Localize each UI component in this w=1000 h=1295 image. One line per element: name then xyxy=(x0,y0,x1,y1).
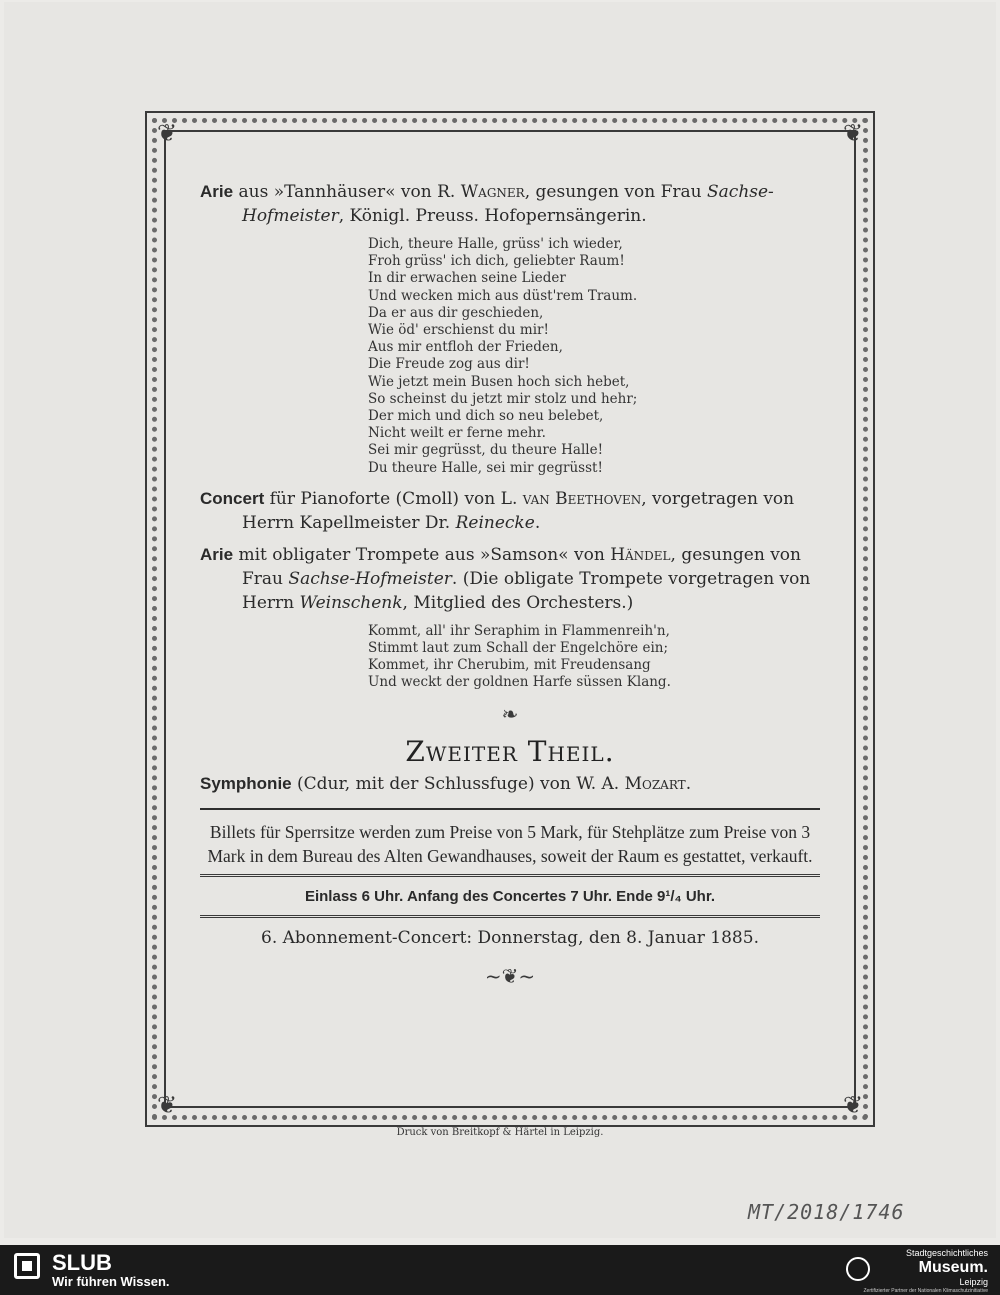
corner-ornament-icon: ❦ xyxy=(156,1091,178,1119)
program-item: Symphonie (Cdur, mit der Schlussfuge) von W. A. Mozart. xyxy=(200,773,692,794)
item-keyword: Concert xyxy=(200,488,265,508)
fleuron-icon: ~❦~ xyxy=(484,963,536,988)
verse-line: Wie jetzt mein Busen hoch sich hebet, xyxy=(368,373,630,390)
verse-line: Kommt, all' ihr Seraphim in Flammenreih'n, xyxy=(368,622,670,639)
printer-imprint: Druck von Breitkopf & Härtel in Leipzig. xyxy=(396,1127,604,1138)
verse-line: Kommet, ihr Cherubim, mit Freudensang xyxy=(368,657,651,674)
divider xyxy=(200,808,820,810)
performer-name: Sachse-Hofmeister xyxy=(242,182,774,226)
corner-ornament-icon: ❦ xyxy=(842,119,864,147)
verse-line: In dir erwachen seine Lieder xyxy=(368,270,566,287)
verse-line: Dich, theure Halle, grüss' ich wieder, xyxy=(368,236,623,252)
corner-ornament-icon: ❦ xyxy=(842,1091,864,1119)
composer-name: W. A. Mozart xyxy=(576,773,686,794)
item-keyword: Arie xyxy=(200,182,234,201)
verse-line: Sei mir gegrüsst, du theure Halle! xyxy=(368,442,604,459)
verse-line: Und wecken mich aus düst'rem Traum. xyxy=(368,287,638,304)
verse-line: Die Freude zog aus dir! xyxy=(368,356,530,373)
footer-bar xyxy=(0,1245,1000,1295)
ticket-notice: Billets für Sperrsitze werden zum Preise von 5 Mark, für Stehplätze zum Preise von 3 Mark in dem Bureau des Alten Gewandhauses, soweit der Raum es gestattet, verkauft. xyxy=(207,821,813,866)
fleuron-icon: ❧ xyxy=(501,701,519,726)
verse-line: Aus mir entfloh der Frieden, xyxy=(368,339,563,356)
museum-logo[interactable]: Stadtgeschichtliches Museum. Leipzig Zertifizierter Partner der Nationalen Klimaschutzinitiative xyxy=(863,1248,988,1294)
next-concert-notice: 6. Abonnement-Concert: Donnerstag, den 8. Januar 1885. xyxy=(261,927,759,948)
program-content xyxy=(200,180,820,1002)
program-item: Concert für Pianoforte (Cmoll) von L. van Beethoven, vorgetragen von Herrn Kapellmeister Dr. Reinecke. xyxy=(200,488,795,533)
verse-line: Da er aus dir geschieden, xyxy=(368,304,544,321)
performer-name: Weinschenk xyxy=(299,592,403,613)
verse-line: So scheinst du jetzt mir stolz und hehr; xyxy=(368,390,638,407)
item-keyword: Symphonie xyxy=(200,773,292,793)
verse-line: Nicht weilt er ferne mehr. xyxy=(368,425,546,442)
divider xyxy=(200,874,820,877)
verse-line: Froh grüss' ich dich, geliebter Raum! xyxy=(368,253,625,270)
section-title: Zweiter Theil. xyxy=(405,734,615,768)
composer-name: Händel xyxy=(610,544,671,565)
program-item: Arie aus »Tannhäuser« von R. Wagner, gesungen von Frau Sachse-Hofmeister, Königl. Preuss. Hofopernsängerin. xyxy=(200,182,774,226)
concert-times: Einlass 6 Uhr. Anfang des Concertes 7 Uhr. Ende 9¹/₄ Uhr. xyxy=(304,887,716,905)
lyrics-verse xyxy=(368,236,820,477)
composer-name: L. van Beethoven xyxy=(500,488,642,509)
shelfmark: MT/2018/1746 xyxy=(748,1200,905,1224)
verse-line: Stimmt laut zum Schall der Engelchöre ein; xyxy=(368,640,669,657)
slub-logo-icon[interactable] xyxy=(14,1253,40,1279)
lyrics-verse xyxy=(368,623,820,692)
composer-name: R. Wagner xyxy=(437,182,525,202)
program-item: Arie mit obligater Trompete aus »Samson« von Händel, gesungen von Frau Sachse-Hofmeister. (Die obligate Trompete vorgetragen von Herrn Weinschenk, Mitglied des Orchesters.) xyxy=(200,544,811,613)
verse-line: Wie öd' erschienst du mir! xyxy=(368,322,549,339)
verse-line: Du theure Halle, sei mir gegrüsst! xyxy=(368,459,603,476)
slub-tagline: Wir führen Wissen. xyxy=(52,1274,170,1289)
verse-line: Der mich und dich so neu belebet, xyxy=(368,408,604,425)
performer-name: Sachse-Hofmeister xyxy=(288,568,452,589)
divider xyxy=(200,915,820,918)
corner-ornament-icon: ❦ xyxy=(156,119,178,147)
verse-line: Und weckt der goldnen Harfe süssen Klang. xyxy=(368,674,671,691)
slub-brand[interactable]: SLUB xyxy=(52,1250,112,1275)
performer-name: Reinecke xyxy=(455,512,535,533)
item-keyword: Arie xyxy=(200,544,234,564)
